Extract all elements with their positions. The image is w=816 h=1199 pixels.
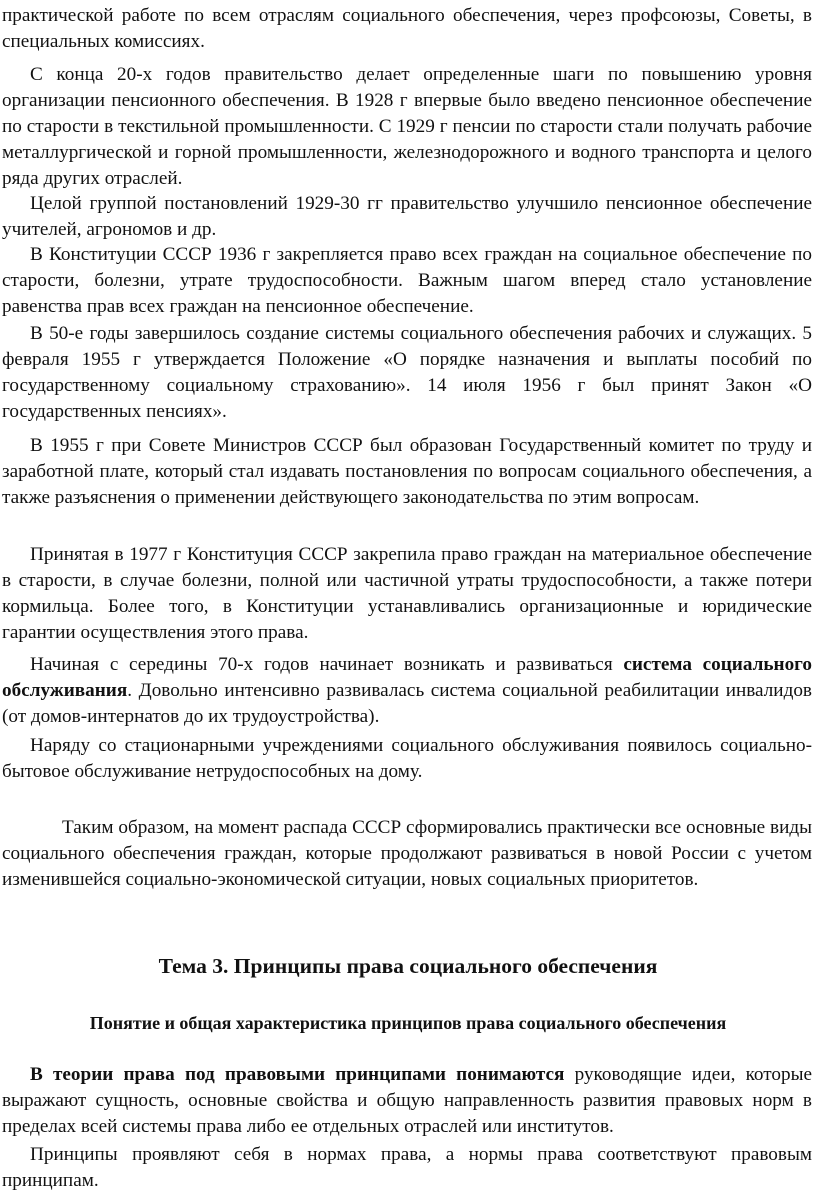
- service-text-after: . Довольно интенсивно развивалась система социальной реабилитации инвалидов (от домов-интернатов до их трудоустройства).: [2, 680, 812, 727]
- paragraph-principles: Принципы проявляют себя в нормах права, а нормы права соответствуют правовым принципам.: [2, 1144, 812, 1191]
- service-text-before: Начиная с середины 70-х годов начинает возникать и развиваться: [30, 654, 624, 675]
- paragraph-state-committee: В 1955 г при Совете Министров СССР был образован Государственный комитет по труду и заработной плате, который стал издавать постановления по вопросам социального обеспечения, а также разъяснения о применении действующего законодательства по этим вопросам.: [2, 435, 812, 508]
- paragraph-constitution-1936: В Конституции СССР 1936 г закрепляется право всех граждан на социальное обеспечение по старости, болезни, утрате трудоспособности. Важным шагом вперед стало установление равенства прав всех граждан на пенсионное обеспечение.: [2, 244, 812, 317]
- paragraph-1950s-system: В 50-е годы завершилось создание системы социального обеспечения рабочих и служащих. 5 февраля 1955 г утверждается Положение «О порядке назначения и выплаты пособий по государственному социальному страхованию». 14 июля 1956 г был принят Закон «О государственных пенсиях».: [2, 323, 812, 422]
- service-bold-term: система социального обслуживания: [2, 654, 812, 701]
- paragraph-social-service: [2, 652, 812, 730]
- paragraph-constitution-1977: Принятая в 1977 г Конституция СССР закрепила право граждан на материальное обеспечение в старости, в случае болезни, полной или частичной утраты трудоспособности, а также потери кормильца. Более того, в Конституции устанавливались организационные и юридические гарантии осуществления этого права.: [2, 544, 812, 643]
- theory-text-after: руководящие идеи, которые выражают сущность, основные свойства и общую направленность развития правовых норм в пределах всей системы права либо ее отдельных отраслей или институтов.: [2, 1064, 812, 1137]
- theory-bold-lead: В теории права под правовыми принципами понимаются: [30, 1064, 565, 1085]
- paragraph-theory: [2, 1062, 812, 1140]
- paragraph-intro-continuation: практической работе по всем отраслям социального обеспечения, через профсоюзы, Советы, в специальных комиссиях.: [2, 5, 812, 52]
- section-subheading: Понятие и общая характеристика принципов права социального обеспечения: [89, 1013, 727, 1033]
- paragraph-pension-1920s: С конца 20-х годов правительство делает определенные шаги по повышению уровня организации пенсионного обеспечения. В 1928 г впервые было введено пенсионное обеспечение по старости в текстильной промышленности. С 1929 г пенсии по старости стали получать рабочие металлургической и горной промышленности, железнодорожного и водного транспорта и целого ряда других отраслей.: [2, 64, 812, 189]
- paragraph-teachers-pensions: Целой группой постановлений 1929-30 гг правительство улучшило пенсионное обеспечение учителей, агрономов и др.: [2, 193, 812, 240]
- topic-heading: Тема 3. Принципы права социального обеспечения: [158, 954, 658, 978]
- paragraph-home-service: Наряду со стационарными учреждениями социального обслуживания появилось социально-бытовое обслуживание нетрудоспособных на дому.: [2, 735, 812, 782]
- paragraph-conclusion: Таким образом, на момент распада СССР сформировались практически все основные виды социального обеспечения граждан, которые продолжают развиваться в новой России с учетом изменившейся социально-экономической ситуации, новых социальных приоритетов.: [2, 817, 812, 890]
